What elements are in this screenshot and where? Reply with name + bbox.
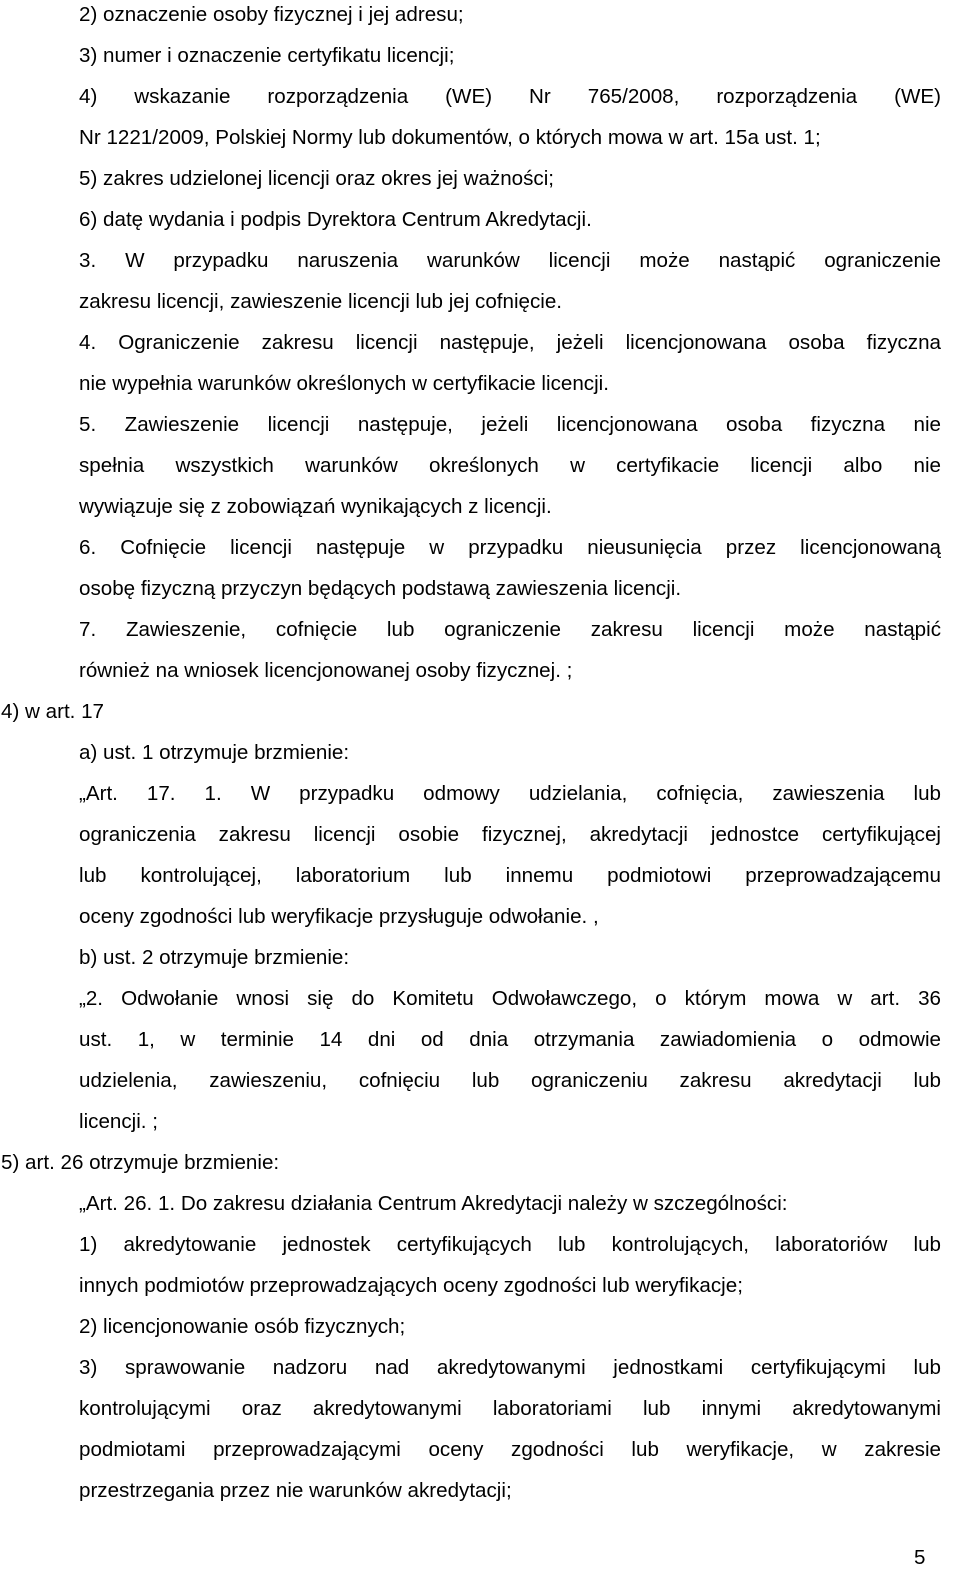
text-line: ograniczenia zakresu licencji osobie fizycznej, akredytacji jednostce certyfikującej bbox=[79, 823, 941, 846]
text-line: wywiązuje się z zobowiązań wynikających z licencji. bbox=[79, 495, 552, 518]
text-line: ust. 1, w terminie 14 dni od dnia otrzymania zawiadomienia o odmowie bbox=[79, 1028, 941, 1051]
text-line: 6) datę wydania i podpis Dyrektora Centrum Akredytacji. bbox=[79, 208, 592, 231]
text-line: 3. W przypadku naruszenia warunków licencji może nastąpić ograniczenie bbox=[79, 249, 941, 272]
text-line: licencji. ; bbox=[79, 1110, 158, 1133]
text-line: nie wypełnia warunków określonych w certyfikacie licencji. bbox=[79, 372, 609, 395]
text-line: 5) art. 26 otrzymuje brzmienie: bbox=[1, 1151, 280, 1174]
text-line: 5) zakres udzielonej licencji oraz okres jej ważności; bbox=[79, 167, 555, 190]
text-line: 7. Zawieszenie, cofnięcie lub ograniczenie zakresu licencji może nastąpić bbox=[79, 618, 941, 641]
text-line: oceny zgodności lub weryfikacje przysługuje odwołanie. , bbox=[79, 905, 599, 928]
text-line: spełnia wszystkich warunków określonych w certyfikacie licencji albo nie bbox=[79, 454, 941, 477]
text-line: lub kontrolującej, laboratorium lub innemu podmiotowi przeprowadzającemu bbox=[79, 864, 941, 887]
text-line: 3) sprawowanie nadzoru nad akredytowanymi jednostkami certyfikującymi lub bbox=[79, 1356, 941, 1379]
text-line: 2) licencjonowanie osób fizycznych; bbox=[79, 1315, 406, 1338]
text-line: b) ust. 2 otrzymuje brzmienie: bbox=[79, 946, 350, 969]
text-line: 2) oznaczenie osoby fizycznej i jej adresu; bbox=[79, 3, 464, 26]
text-line: „2. Odwołanie wnosi się do Komitetu Odwoławczego, o którym mowa w art. 36 bbox=[79, 987, 941, 1010]
text-line: zakresu licencji, zawieszenie licencji lub jej cofnięcie. bbox=[79, 290, 563, 313]
text-line: podmiotami przeprowadzającymi oceny zgodności lub weryfikacje, w zakresie bbox=[79, 1438, 941, 1461]
text-line: 1) akredytowanie jednostek certyfikujących lub kontrolujących, laboratoriów lub bbox=[79, 1233, 941, 1256]
text-line: również na wniosek licencjonowanej osoby fizycznej. ; bbox=[79, 659, 573, 682]
text-line: 4) wskazanie rozporządzenia (WE) Nr 765/2008, rozporządzenia (WE) bbox=[79, 85, 941, 108]
page-number: 5 bbox=[914, 1546, 926, 1569]
text-line: „Art. 17. 1. W przypadku odmowy udzielania, cofnięcia, zawieszenia lub bbox=[79, 782, 941, 805]
text-line: kontrolującymi oraz akredytowanymi laboratoriami lub innymi akredytowanymi bbox=[79, 1397, 941, 1420]
text-line: innych podmiotów przeprowadzających oceny zgodności lub weryfikacje; bbox=[79, 1274, 743, 1297]
text-line: 5. Zawieszenie licencji następuje, jeżeli licencjonowana osoba fizyczna nie bbox=[79, 413, 941, 436]
text-line: przestrzegania przez nie warunków akredytacji; bbox=[79, 1479, 512, 1502]
text-line: udzielenia, zawieszeniu, cofnięciu lub ograniczeniu zakresu akredytacji lub bbox=[79, 1069, 941, 1092]
text-line: osobę fizyczną przyczyn będących podstawą zawieszenia licencji. bbox=[79, 577, 682, 600]
text-line: a) ust. 1 otrzymuje brzmienie: bbox=[79, 741, 350, 764]
text-line: 6. Cofnięcie licencji następuje w przypadku nieusunięcia przez licencjonowaną bbox=[79, 536, 941, 559]
text-line: Nr 1221/2009, Polskiej Normy lub dokumentów, o których mowa w art. 15a ust. 1; bbox=[79, 126, 821, 149]
text-line: „Art. 26. 1. Do zakresu działania Centrum Akredytacji należy w szczególności: bbox=[79, 1192, 788, 1215]
text-line: 4. Ograniczenie zakresu licencji następuje, jeżeli licencjonowana osoba fizyczna bbox=[79, 331, 941, 354]
text-line: 4) w art. 17 bbox=[1, 700, 105, 723]
text-line: 3) numer i oznaczenie certyfikatu licencji; bbox=[79, 44, 455, 67]
